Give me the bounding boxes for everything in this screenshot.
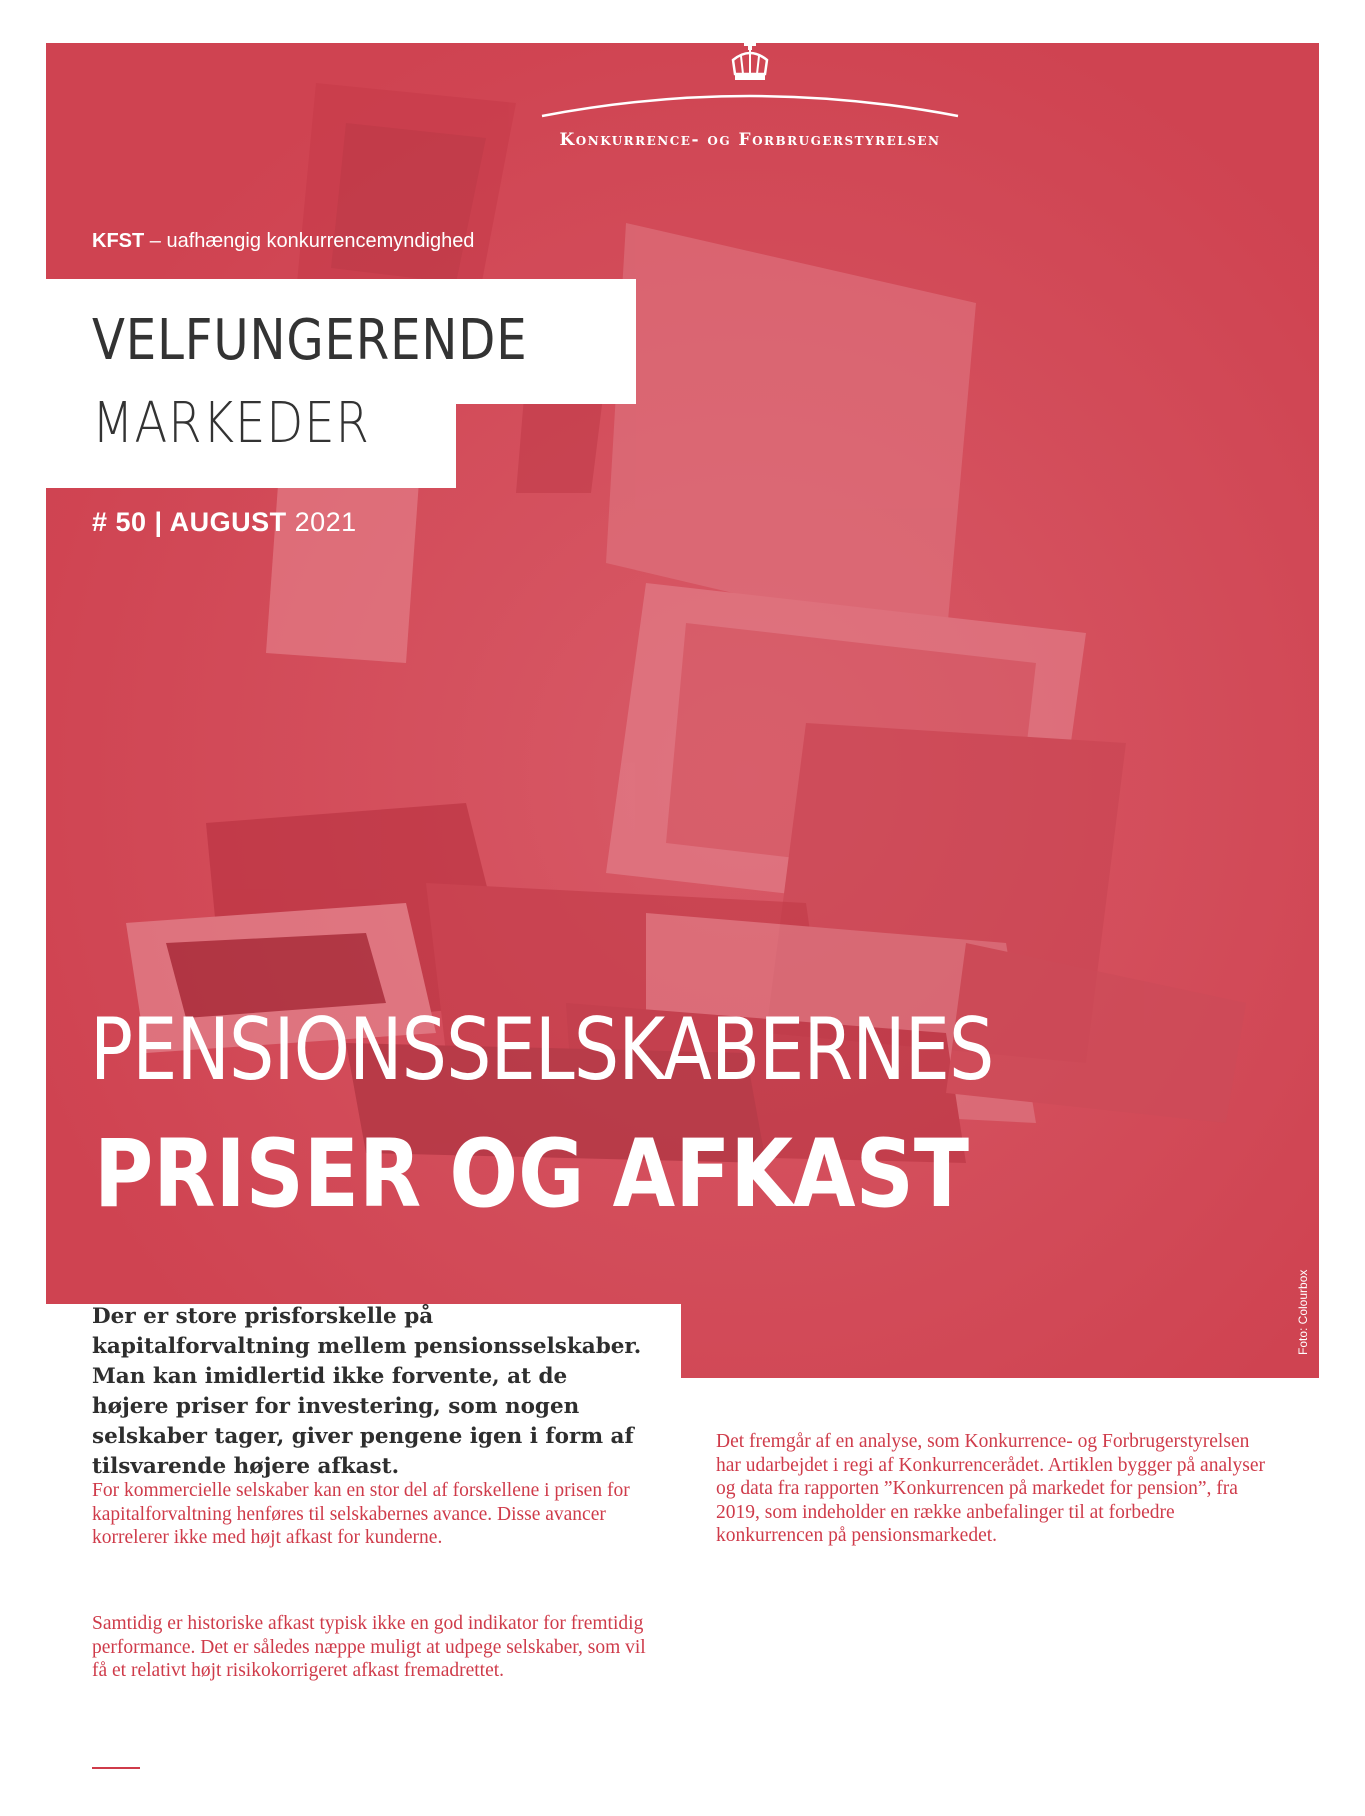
series-title-line1: VELFUNGERENDE — [92, 308, 528, 373]
issue-number-month: # 50 | AUGUST — [92, 507, 287, 537]
issue-year: 2021 — [286, 507, 357, 537]
body-paragraph-1: For kommercielle selskaber kan en stor del af forskellene i prisen for kapitalforvaltning henføres til selskabernes avance. Disse avancer korrelerer ikke med højt afkast for kunderne. — [92, 1480, 630, 1548]
footer-rule — [92, 1767, 140, 1769]
body-paragraph-2: Samtidig er historiske afkast typisk ikke en god indikator for fremtidig performance. Det er således næppe muligt at udpege selskaber, som vil få et relativt højt risikokorrigeret afkast fremadrettet. — [92, 1613, 646, 1681]
photo-credit: Foto: Colourbox — [1296, 1269, 1310, 1355]
kfst-logo — [540, 38, 960, 158]
lead-paragraph: Der er store prisforskelle på kapitalforvaltning mellem pensionsselskaber. Man kan imidlertid ikke forvente, at de højere priser for investering, som nogen selskaber tager, giver pengene igen i form af tilsvarende højere afkast. — [92, 1304, 642, 1479]
tagline — [92, 230, 474, 253]
main-title-line1: PENSIONSSELSKABERNES — [90, 1000, 994, 1100]
body-paragraph-3: Det fremgår af en analyse, som Konkurrence- og Forbrugerstyrelsen har udarbejdet i regi af Konkurrencerådet. Artiklen bygger på analyser og data fra rapporten ”Konkurrencen på markedet for pension”, fra 2019, som indeholder en række anbefalinger til at forbedre konkurrencen på pensionsmarkedet. — [716, 1431, 1266, 1546]
logo-wordmark: Konkurrence- og Forbrugerstyrelsen — [559, 130, 941, 150]
series-title-line2: MARKEDER — [92, 391, 370, 456]
tagline-text: – uafhængig konkurrencemyndighed — [144, 230, 475, 252]
tagline-abbrev: KFST — [92, 230, 145, 252]
crown-icon — [725, 38, 775, 88]
issue-label — [92, 507, 357, 538]
main-title-line2: PRISER OG AFKAST — [94, 1120, 969, 1229]
